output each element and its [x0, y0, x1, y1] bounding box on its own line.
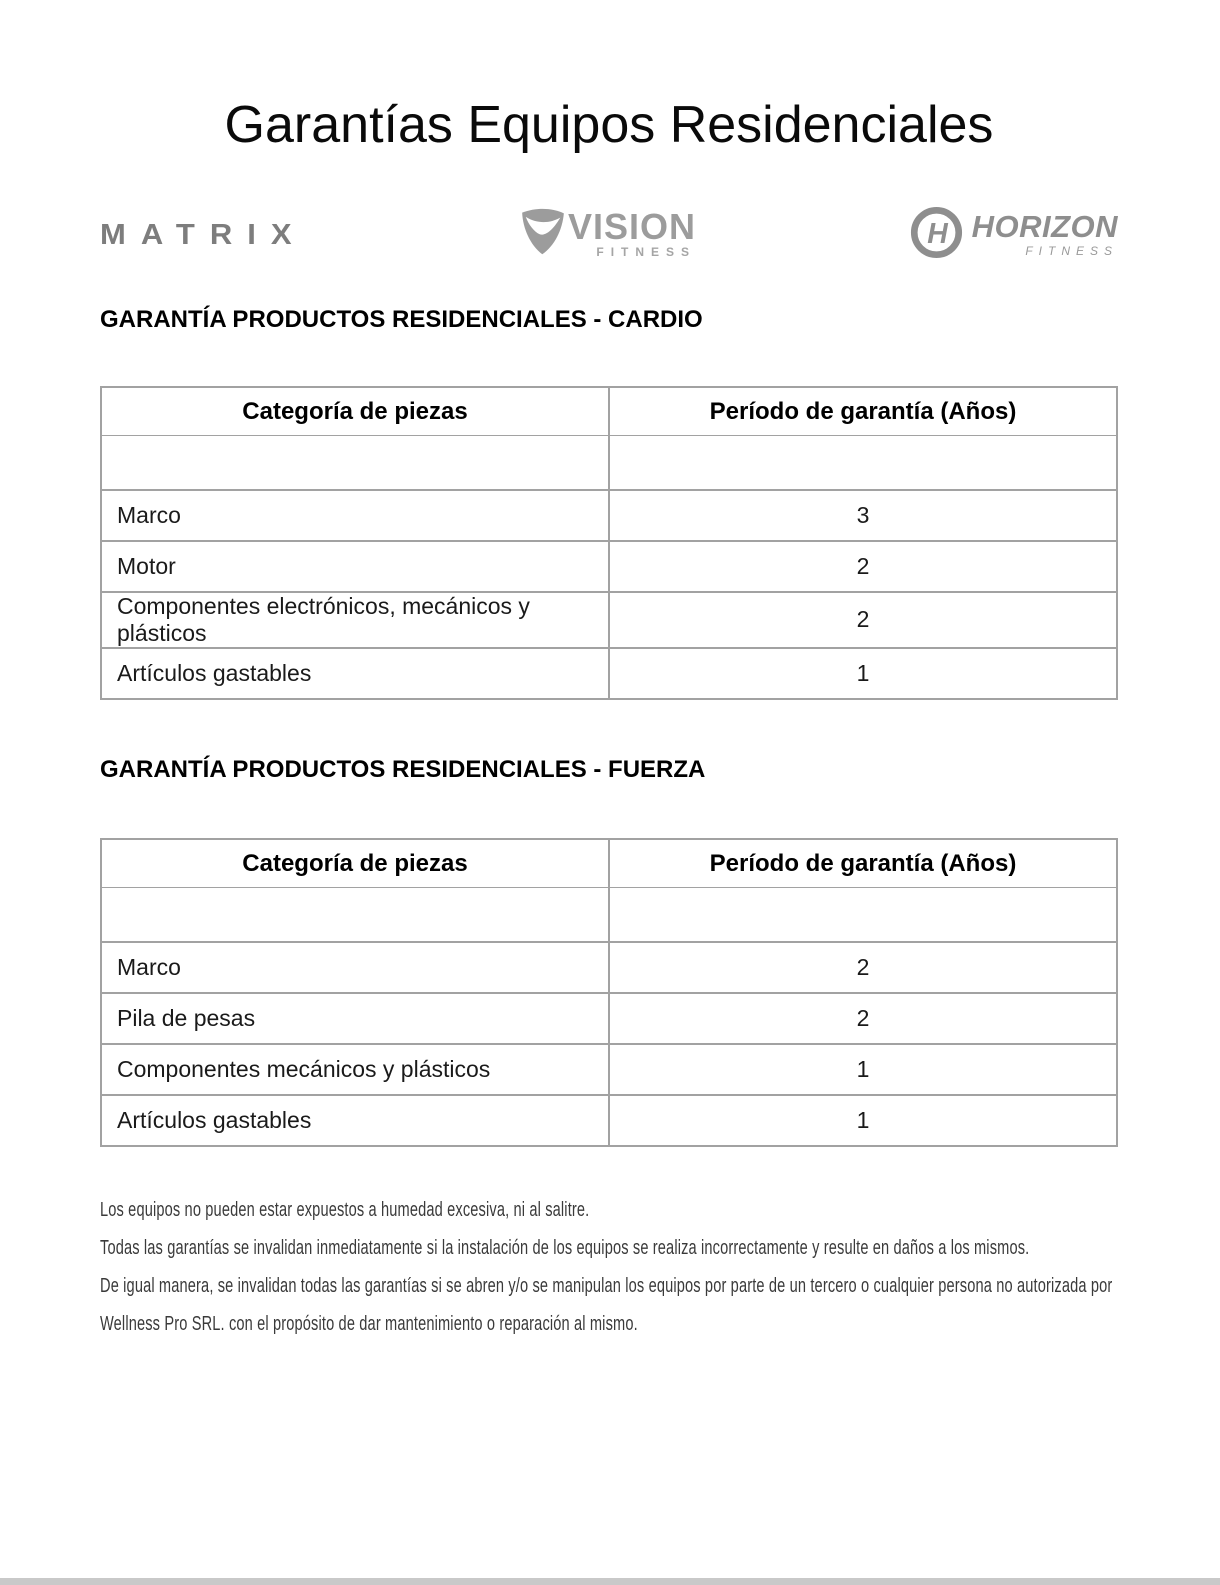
table-row: [101, 1044, 1117, 1095]
cell-years: 3: [609, 490, 1117, 541]
cell-years: 1: [609, 1044, 1117, 1095]
page-title: Garantías Equipos Residenciales: [224, 96, 994, 154]
page-bottom-bar: [0, 1578, 1220, 1585]
brand-logos-row: [100, 206, 1118, 264]
cell-category: Marco: [101, 490, 609, 541]
cell-years: [609, 436, 1117, 490]
section-heading-cardio: GARANTÍA PRODUCTOS RESIDENCIALES - CARDIO: [100, 305, 703, 333]
vision-fitness-label: FITNESS: [596, 245, 697, 260]
table-header-row: [101, 387, 1117, 436]
note-paragraph-installation: Todas las garantías se invalidan inmediatamente si la instalación de los equipos se realiza incorrectamente y resulte en daños a los mismos.: [100, 1236, 1030, 1259]
horizon-wordmark: HORIZON: [971, 208, 1118, 244]
cell-category: Componentes electrónicos, mecánicos y plásticos: [101, 592, 609, 648]
table-row: [101, 942, 1117, 993]
cell-category: Pila de pesas: [101, 993, 609, 1044]
table-row: [101, 1095, 1117, 1146]
section-heading-fuerza: GARANTÍA PRODUCTOS RESIDENCIALES - FUERZA: [100, 755, 706, 783]
vision-wordmark-block: [568, 206, 697, 260]
cell-category: [101, 436, 609, 490]
column-header-period: Período de garantía (Años): [609, 839, 1117, 888]
column-header-category: Categoría de piezas: [101, 387, 609, 436]
cell-category: Artículos gastables: [101, 1095, 609, 1146]
vision-shield-icon: [520, 206, 566, 263]
cardio-warranty-table: [100, 386, 1118, 700]
table-row-spacer: [101, 436, 1117, 490]
vision-wordmark: VISION: [568, 206, 697, 248]
table-row: [101, 490, 1117, 541]
cell-years: 1: [609, 1095, 1117, 1146]
cell-category: Marco: [101, 942, 609, 993]
table-row-spacer: [101, 888, 1117, 942]
table-row: [101, 541, 1117, 592]
cell-years: 2: [609, 942, 1117, 993]
horizon-logo: [910, 206, 1118, 264]
fuerza-warranty-table: [100, 838, 1118, 1147]
horizon-wordmark-block: [971, 208, 1118, 258]
warranty-notes: [100, 1191, 1118, 1343]
cell-years: 2: [609, 592, 1117, 648]
cell-years: [609, 888, 1117, 942]
table-row: [101, 648, 1117, 699]
horizon-fitness-label: FITNESS: [1025, 243, 1118, 258]
vision-logo: [520, 206, 696, 263]
table-row: [101, 592, 1117, 648]
table-header-row: [101, 839, 1117, 888]
column-header-category: Categoría de piezas: [101, 839, 609, 888]
table-row: [101, 993, 1117, 1044]
cell-category: [101, 888, 609, 942]
cell-category: Componentes mecánicos y plásticos: [101, 1044, 609, 1095]
note-paragraph-third-party: De igual manera, se invalidan todas las garantías si se abren y/o se manipulan los equipos por parte de un tercero o cualquier persona no autorizada por Wellness Pro SRL. con el propósito de dar mantenimiento o reparación al mismo.: [100, 1274, 1113, 1335]
note-paragraph-humidity: Los equipos no pueden estar expuestos a humedad excesiva, ni al salitre.: [100, 1198, 590, 1221]
matrix-logo: MATRIX: [100, 218, 307, 251]
cell-category: Motor: [101, 541, 609, 592]
cell-years: 2: [609, 993, 1117, 1044]
cell-category: Artículos gastables: [101, 648, 609, 699]
column-header-period: Período de garantía (Años): [609, 387, 1117, 436]
cell-years: 2: [609, 541, 1117, 592]
horizon-badge-icon: [910, 206, 963, 264]
horizon-badge-letter: H: [926, 217, 948, 250]
cell-years: 1: [609, 648, 1117, 699]
